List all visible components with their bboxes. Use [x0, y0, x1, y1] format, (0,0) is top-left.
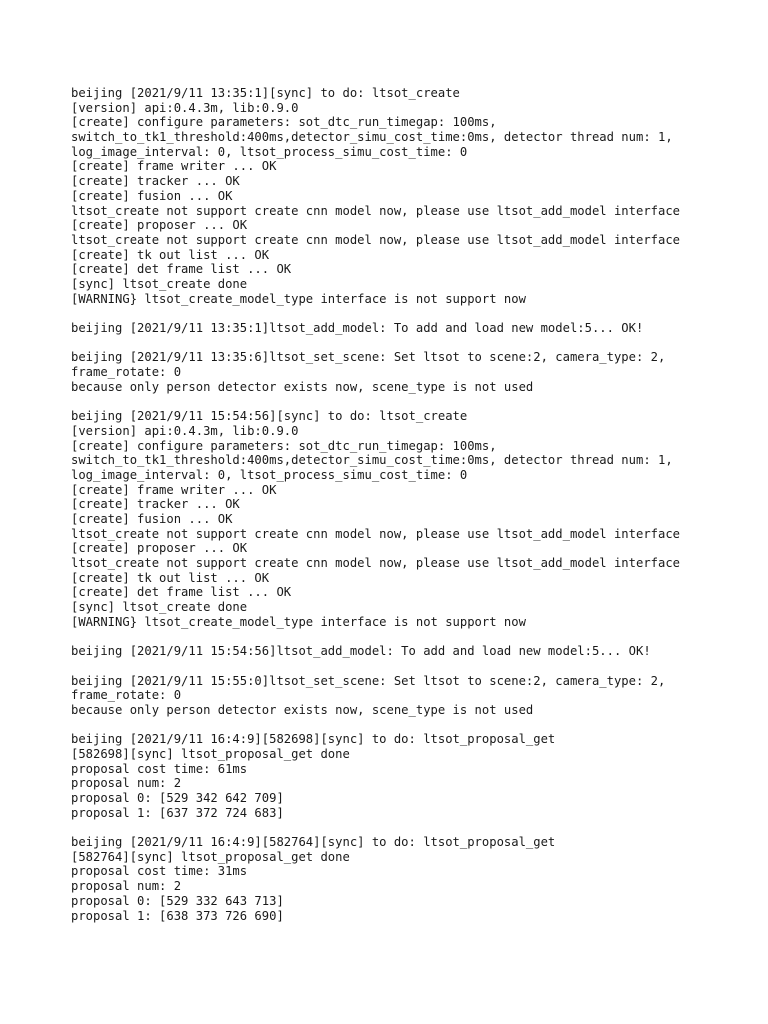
- log-line: [create] det frame list ... OK: [71, 585, 292, 600]
- log-line: [WARNING} ltsot_create_model_type interface is not support now: [71, 291, 526, 306]
- log-line: [version] api:0.4.3m, lib:0.9.0: [71, 100, 299, 115]
- log-line: beijing [2021/9/11 15:54:56]ltsot_add_model: To add and load new model:5... OK!: [71, 644, 651, 659]
- blank-line: [71, 820, 751, 835]
- log-output: [71, 86, 751, 923]
- log-line: [582698][sync] ltsot_proposal_get done: [71, 746, 350, 761]
- log-line: because only person detector exists now, scene_type is not used: [71, 702, 534, 717]
- log-line: proposal num: 2: [71, 879, 182, 894]
- log-line: ltsot_create not support create cnn model now, please use ltsot_add_model interface: [71, 232, 681, 247]
- log-line: proposal num: 2: [71, 776, 182, 791]
- log-line: proposal 0: [529 332 643 713]: [71, 893, 284, 908]
- log-line: frame_rotate: 0: [71, 688, 182, 703]
- log-line: [create] configure parameters: sot_dtc_run_timegap: 100ms,: [71, 115, 497, 130]
- log-line: switch_to_tk1_threshold:400ms,detector_simu_cost_time:0ms, detector thread num: 1,: [71, 453, 673, 468]
- blank-line: [71, 394, 751, 409]
- log-line: [create] fusion ... OK: [71, 188, 233, 203]
- log-line: proposal cost time: 61ms: [71, 761, 248, 776]
- log-line: beijing [2021/9/11 16:4:9][582764][sync] to do: ltsot_proposal_get: [71, 835, 556, 850]
- blank-line: [71, 306, 751, 321]
- blank-line: [71, 336, 751, 351]
- log-line: switch_to_tk1_threshold:400ms,detector_simu_cost_time:0ms, detector thread num: 1,: [71, 130, 673, 145]
- log-line: beijing [2021/9/11 15:55:0]ltsot_set_scene: Set ltsot to scene:2, camera_type: 2,: [71, 673, 666, 688]
- log-line: proposal 1: [638 373 726 690]: [71, 908, 284, 923]
- log-line: log_image_interval: 0, ltsot_process_simu_cost_time: 0: [71, 144, 468, 159]
- log-line: [version] api:0.4.3m, lib:0.9.0: [71, 423, 299, 438]
- log-line: [create] fusion ... OK: [71, 511, 233, 526]
- log-line: [create] frame writer ... OK: [71, 482, 277, 497]
- log-line: [create] proposer ... OK: [71, 541, 248, 556]
- blank-line: [71, 718, 751, 733]
- log-line: log_image_interval: 0, ltsot_process_simu_cost_time: 0: [71, 467, 468, 482]
- log-line: [create] configure parameters: sot_dtc_run_timegap: 100ms,: [71, 438, 497, 453]
- log-line: [create] proposer ... OK: [71, 218, 248, 233]
- log-line: ltsot_create not support create cnn model now, please use ltsot_add_model interface: [71, 203, 681, 218]
- log-line: [create] det frame list ... OK: [71, 262, 292, 277]
- blank-line: [71, 629, 751, 644]
- log-line: beijing [2021/9/11 13:35:1][sync] to do: ltsot_create: [71, 86, 460, 100]
- log-line: [create] tk out list ... OK: [71, 570, 270, 585]
- log-line: [create] frame writer ... OK: [71, 159, 277, 174]
- log-line: [582764][sync] ltsot_proposal_get done: [71, 849, 350, 864]
- log-line: beijing [2021/9/11 16:4:9][582698][sync] to do: ltsot_proposal_get: [71, 732, 556, 747]
- log-line: beijing [2021/9/11 13:35:6]ltsot_set_scene: Set ltsot to scene:2, camera_type: 2,: [71, 350, 666, 365]
- log-line: proposal 1: [637 372 724 683]: [71, 805, 284, 820]
- log-line: [sync] ltsot_create done: [71, 276, 248, 291]
- log-line: frame_rotate: 0: [71, 365, 182, 380]
- log-line: ltsot_create not support create cnn model now, please use ltsot_add_model interface: [71, 556, 681, 570]
- log-line: [sync] ltsot_create done: [71, 600, 248, 615]
- log-line: beijing [2021/9/11 15:54:56][sync] to do: ltsot_create: [71, 409, 468, 424]
- log-line: [create] tracker ... OK: [71, 497, 240, 512]
- log-line: proposal cost time: 31ms: [71, 864, 248, 879]
- log-line: ltsot_create not support create cnn model now, please use ltsot_add_model interface: [71, 526, 681, 541]
- blank-line: [71, 659, 751, 674]
- log-line: beijing [2021/9/11 13:35:1]ltsot_add_model: To add and load new model:5... OK!: [71, 321, 644, 335]
- log-line: [WARNING} ltsot_create_model_type interface is not support now: [71, 614, 526, 629]
- log-line: [create] tk out list ... OK: [71, 247, 270, 262]
- log-line: because only person detector exists now, scene_type is not used: [71, 379, 534, 394]
- log-line: [create] tracker ... OK: [71, 174, 240, 189]
- log-line: proposal 0: [529 342 642 709]: [71, 791, 284, 805]
